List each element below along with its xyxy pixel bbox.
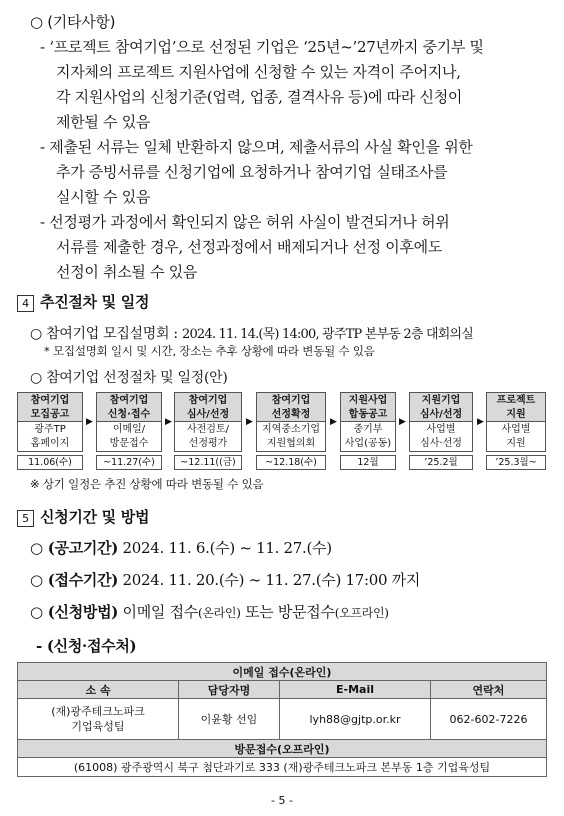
- contact-table: [17, 662, 547, 777]
- visit-section-header: 방문접수(오프라인): [18, 740, 547, 758]
- process-step-5: 지원사업 합동공고 중기부 사업(공동) 12월: [340, 392, 396, 470]
- email-section-header: 이메일 접수(온라인): [18, 663, 547, 681]
- process-step-date: ’25.2월: [409, 455, 473, 470]
- process-step-4: 참여기업 선정확정 지역중소기업 지원협의회 ~12.18(수): [256, 392, 326, 470]
- other-line-9: 서류를 제출한 경우, 선정과정에서 배제되거나 선정 이후에도: [56, 238, 443, 256]
- other-line-1: - ‘프로젝트 참여기업’으로 선정된 기업은 ‘25년~’27년까지 중기부 및: [40, 38, 484, 56]
- arrow-icon: ▶: [399, 417, 406, 427]
- other-line-5: - 제출된 서류는 일체 반환하지 않으며, 제출서류의 사실 확인을 위한: [40, 138, 473, 156]
- process-step-2: 참여기업 신청·접수 이메일/ 방문접수 ~11.27(수): [96, 392, 162, 470]
- process-step-date: 11.06(수): [17, 455, 83, 470]
- table-row: [18, 699, 547, 740]
- process-step-date: ~12.18(수): [256, 455, 326, 470]
- briefing-note: * 모집설명회 일시 및 시간, 장소는 추후 상황에 따라 변동될 수 있음: [44, 344, 375, 358]
- section-number-box: 5: [17, 510, 34, 527]
- other-title: ○ (기타사항): [30, 13, 116, 31]
- application-method: ○ (신청방법) 이메일 접수(온라인) 또는 방문접수(오프라인): [30, 603, 389, 621]
- process-step-date: ’25.3월~: [486, 455, 546, 470]
- process-step-1: 참여기업 모집공고 광주TP 홈페이지 11.06(수): [17, 392, 83, 470]
- other-line-4: 제한될 수 있음: [56, 113, 151, 131]
- phone-cell: 062-602-7226: [431, 699, 547, 740]
- column-header: E-Mail: [280, 681, 431, 699]
- process-step-6: 지원기업 심사/선정 사업별 심사·선정 ’25.2월: [409, 392, 473, 470]
- column-header: 연락처: [431, 681, 547, 699]
- process-step-date: ~11.27(수): [96, 455, 162, 470]
- process-step-3: 참여기업 심사/선정 사전검토/ 선정평가 ~12.11((금): [174, 392, 242, 470]
- other-line-8: - 선정평가 과정에서 확인되지 않은 허위 사실이 발견되거나 허위: [40, 213, 450, 231]
- arrow-icon: ▶: [477, 417, 484, 427]
- schedule-note: ※ 상기 일정은 추진 상황에 따라 변동될 수 있음: [30, 477, 264, 491]
- reception-place-label: - (신청·접수처): [36, 637, 137, 655]
- other-line-6: 추가 증빙서류를 신청기업에 요청하거나 참여기업 실태조사를: [56, 163, 448, 181]
- process-step-7: 프로젝트 지원 사업별 지원 ’25.3월~: [486, 392, 546, 470]
- section-4-heading: 4 추진절차 및 일정: [17, 290, 149, 315]
- process-title: ○ 참여기업 선정절차 및 일정(안): [30, 370, 228, 386]
- section-number-box: 4: [17, 295, 34, 312]
- briefing-line: ○ 참여기업 모집설명회 : 2024. 11. 14.(목) 14:00, 광주TP 본부동 2층 대회의실: [30, 326, 474, 342]
- process-step-date: ~12.11((금): [174, 455, 242, 470]
- other-line-7: 실시할 수 있음: [56, 188, 151, 206]
- section-5-heading: 5 신청기간 및 방법: [17, 505, 149, 530]
- other-line-2: 지자체의 프로젝트 지원사업에 신청할 수 있는 자격이 주어지나,: [56, 63, 461, 81]
- other-line-10: 선정이 취소될 수 있음: [56, 263, 198, 281]
- visit-address: (61008) 광주광역시 북구 첨단과기로 333 (재)광주테크노파크 본부동 1층 기업육성팀: [18, 758, 547, 777]
- page-number: - 5 -: [271, 794, 293, 807]
- email-cell[interactable]: lyh88@gjtp.or.kr: [280, 699, 431, 740]
- process-step-date: 12월: [340, 455, 396, 470]
- arrow-icon: ▶: [246, 417, 253, 427]
- arrow-icon: ▶: [165, 417, 172, 427]
- arrow-icon: ▶: [330, 417, 337, 427]
- reception-period: ○ (접수기간) 2024. 11. 20.(수) ~ 11. 27.(수) 17:00 까지: [30, 571, 421, 589]
- organization-cell: (재)광주테크노파크 기업육성팀: [18, 699, 179, 740]
- notice-period: ○ (공고기간) 2024. 11. 6.(수) ~ 11. 27.(수): [30, 539, 332, 557]
- column-header: 소 속: [18, 681, 179, 699]
- column-header: 담당자명: [179, 681, 280, 699]
- manager-cell: 이윤황 선임: [179, 699, 280, 740]
- arrow-icon: ▶: [86, 417, 93, 427]
- other-line-3: 각 지원사업의 신청기준(업력, 업종, 결격사유 등)에 따라 신청이: [56, 88, 463, 106]
